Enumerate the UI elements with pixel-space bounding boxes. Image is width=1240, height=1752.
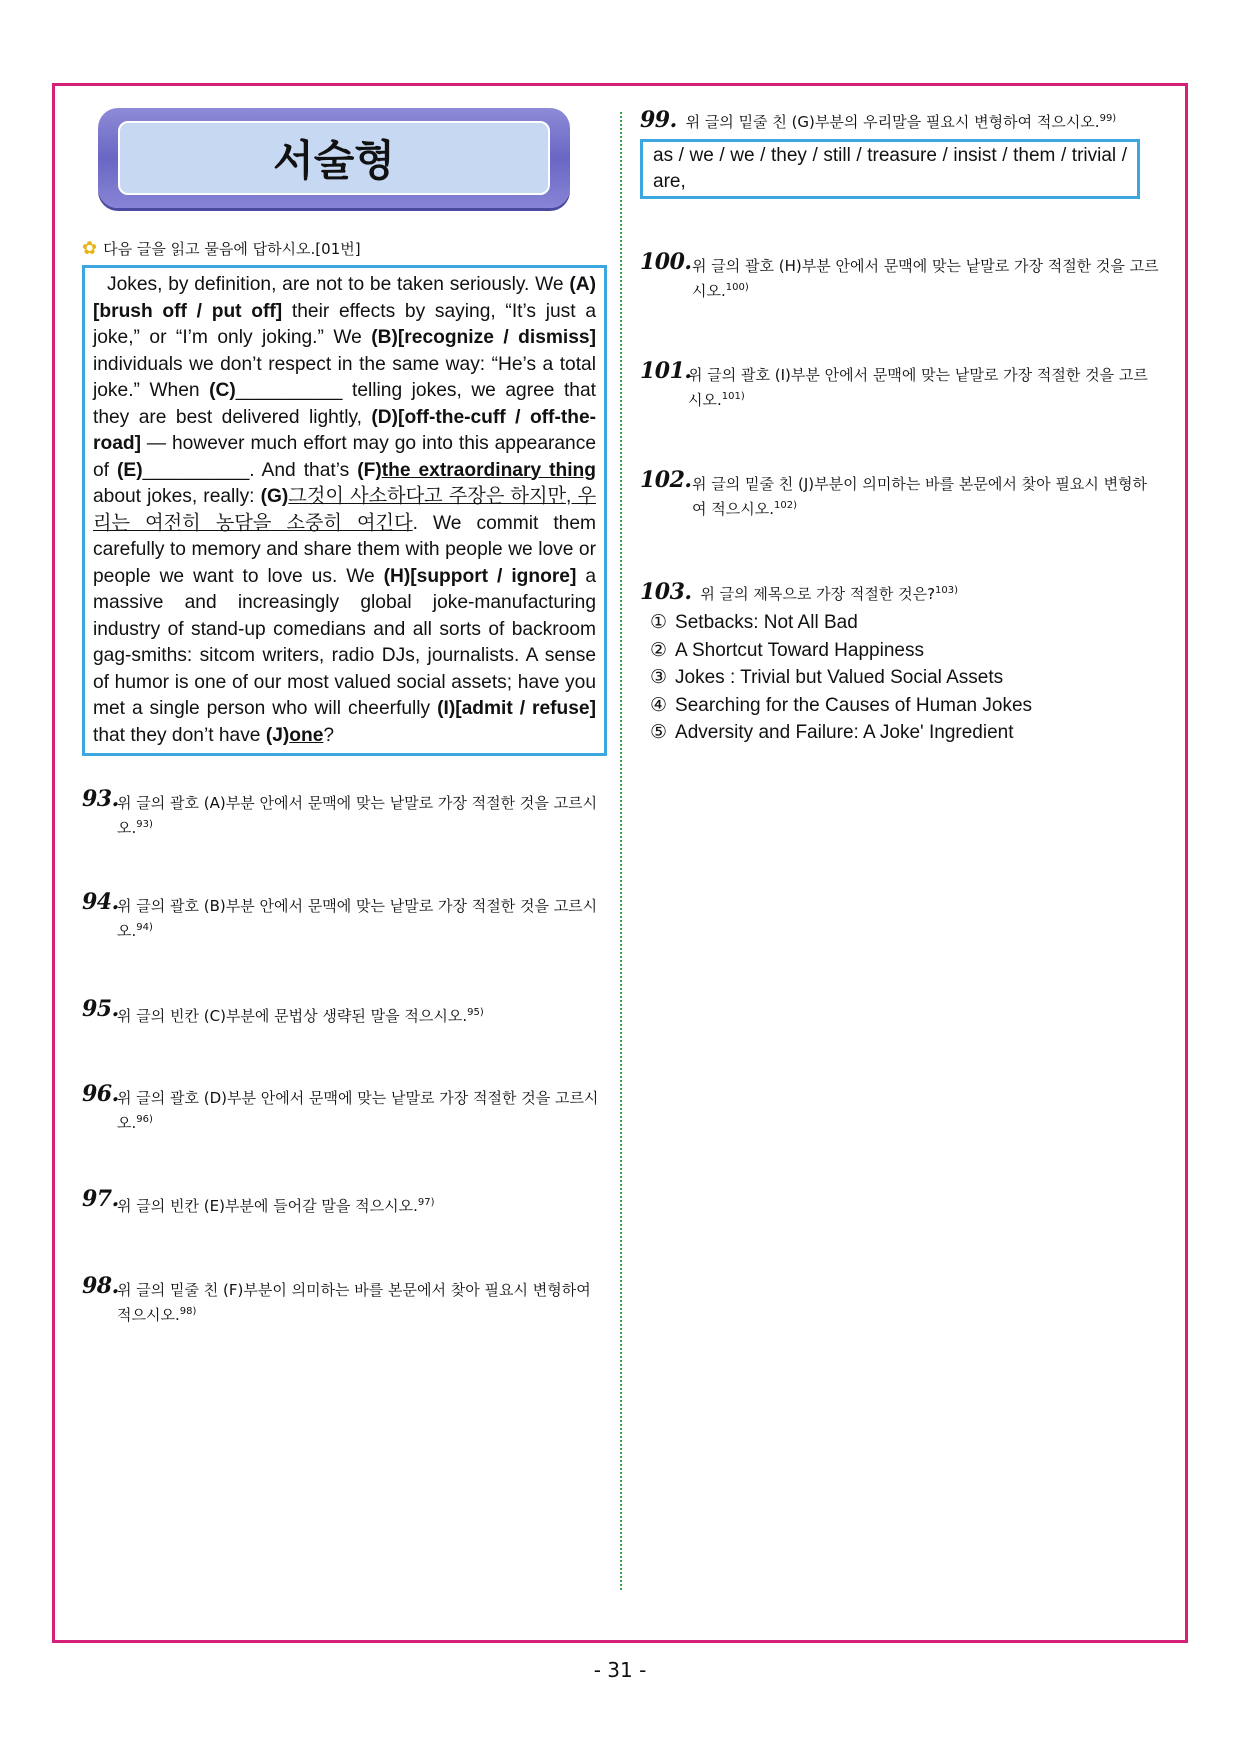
choice-2[interactable] xyxy=(650,637,1160,665)
choice-mark: ① xyxy=(650,612,668,633)
blank-e: __________ xyxy=(142,459,250,481)
option-d: (D)[off-the-cuff / off-the-road] xyxy=(93,406,596,454)
question-text: 위 글의 밑줄 친 (G)부분의 우리말을 필요시 변형하여 적으시오. xyxy=(685,113,1100,131)
passage-text: individuals we don’t respect in the same way: “He’s a total joke.” When xyxy=(93,353,596,401)
word-bank-text: as / we / we / they / still / treasure / insist / them / trivial / are, xyxy=(653,145,1127,192)
choice-5[interactable] xyxy=(650,719,1160,747)
question-103 xyxy=(640,580,1160,605)
option-b: (B)[recognize / dismiss] xyxy=(371,327,596,348)
choice-text: A Shortcut Toward Happiness xyxy=(675,639,924,661)
footnote-ref: 102) xyxy=(774,500,797,511)
footnote-ref: 98) xyxy=(179,1306,197,1317)
question-number: 98. xyxy=(82,1273,119,1299)
question-97 xyxy=(82,1186,607,1217)
passage-text: about jokes, really: xyxy=(93,486,261,507)
question-text: 위 글의 괄호 (D)부분 안에서 문맥에 맞는 낱말로 가장 적절한 것을 고르시오. xyxy=(117,1089,599,1132)
option-h: (H)[support / ignore] xyxy=(383,565,577,587)
question-102 xyxy=(640,467,1160,520)
question-text: 위 글의 제목으로 가장 적절한 것은? xyxy=(700,585,936,603)
footnote-ref: 94) xyxy=(136,922,153,933)
passage-text: a massive and increasingly global joke-manufacturing industry of stand-up comedians and all sorts of backroom gag-smiths: sitcom writers, radio DJs, journalists. A sense of humor is one of our most valued social assets; have you met a single person who will cheerfully xyxy=(93,565,596,719)
passage-text: ? xyxy=(323,724,335,746)
question-text: 위 글의 괄호 (I)부분 안에서 문맥에 맞는 낱말로 가장 적절한 것을 고르시오. xyxy=(688,366,1148,409)
underline-j-label: (J) xyxy=(265,724,290,746)
choice-mark: ② xyxy=(650,639,668,661)
choice-mark: ⑤ xyxy=(650,722,668,743)
question-number: 99. xyxy=(640,107,677,133)
choice-text: Setbacks: Not All Bad xyxy=(675,612,858,633)
choice-text: Adversity and Failure: A Joke' Ingredient xyxy=(675,722,1014,743)
question-93 xyxy=(82,786,607,839)
choice-4[interactable] xyxy=(650,692,1160,720)
footnote-ref: 95) xyxy=(467,1007,484,1018)
column-divider xyxy=(620,112,622,1590)
question-99 xyxy=(640,108,1160,133)
underline-f: the extraordinary thing xyxy=(381,459,596,481)
question-number: 95. xyxy=(82,996,119,1022)
footnote-ref: 97) xyxy=(417,1197,435,1208)
underline-f-label: (F) xyxy=(357,459,382,481)
question-text: 위 글의 밑줄 친 (F)부분이 의미하는 바를 본문에서 찾아 필요시 변형하여 적으시오. xyxy=(117,1281,591,1324)
question-number: 93. xyxy=(82,786,119,812)
section-title-banner xyxy=(98,108,570,208)
footnote-ref: 93) xyxy=(136,819,153,830)
question-text: 위 글의 괄호 (B)부분 안에서 문맥에 맞는 낱말로 가장 적절한 것을 고르시오. xyxy=(117,897,598,940)
flower-icon: ✿ xyxy=(82,238,98,259)
question-number: 101. xyxy=(640,358,692,384)
option-i: (I)[admit / refuse] xyxy=(437,698,596,719)
question-number: 103. xyxy=(640,579,692,605)
passage-text: . And that’s xyxy=(249,459,358,481)
page-number: - 31 - xyxy=(593,1658,647,1682)
question-94 xyxy=(82,889,607,942)
question-number: 96. xyxy=(82,1081,119,1107)
footnote-ref: 101) xyxy=(721,391,745,402)
blank-c-label: (C) xyxy=(209,380,236,401)
underline-g-label: (G) xyxy=(260,486,289,507)
question-98 xyxy=(82,1273,607,1326)
passage-text: Jokes, by definition, are not to be taken seriously. We xyxy=(107,274,570,295)
choice-mark: ④ xyxy=(650,694,668,716)
blank-e-label: (E) xyxy=(117,459,143,481)
question-text: 위 글의 괄호 (H)부분 안에서 문맥에 맞는 낱말로 가장 적절한 것을 고르시오. xyxy=(692,257,1159,300)
question-number: 102. xyxy=(640,467,692,493)
question-text: 위 글의 괄호 (A)부분 안에서 문맥에 맞는 낱말로 가장 적절한 것을 고르시오. xyxy=(117,794,598,837)
question-95 xyxy=(82,996,607,1027)
question-100 xyxy=(640,249,1160,302)
left-column xyxy=(82,108,607,1326)
reading-passage xyxy=(82,265,607,756)
choice-text: Jokes : Trivial but Valued Social Assets xyxy=(675,667,1004,688)
choice-text: Searching for the Causes of Human Jokes xyxy=(675,694,1033,716)
answer-choices xyxy=(640,609,1160,747)
passage-text: that they don’t have xyxy=(93,724,266,746)
question-number: 97. xyxy=(82,1186,119,1212)
choice-mark: ③ xyxy=(650,667,668,688)
question-number: 100. xyxy=(640,249,692,275)
question-96 xyxy=(82,1081,607,1134)
option-a: (A)[brush off / put off] xyxy=(93,274,596,322)
word-bank-box xyxy=(640,139,1140,199)
section-title: 서술형 xyxy=(118,121,550,195)
question-text: 위 글의 빈칸 (E)부분에 들어갈 말을 적으시오. xyxy=(117,1197,418,1215)
question-101 xyxy=(640,358,1160,411)
footnote-ref: 103) xyxy=(935,585,959,596)
right-column xyxy=(640,108,1160,747)
question-text: 위 글의 밑줄 친 (J)부분이 의미하는 바를 본문에서 찾아 필요시 변형하여 적으시오. xyxy=(692,475,1148,518)
question-number: 94. xyxy=(82,889,119,915)
blank-c: __________ xyxy=(235,380,343,401)
choice-1[interactable] xyxy=(650,609,1160,637)
underline-j: one xyxy=(289,724,324,746)
passage-text: . We commit them carefully to memory and share them with people we love or people we want to love us. We xyxy=(93,512,596,587)
underline-g: 그것이 사소하다고 주장은 하지만, 우리는 여전히 농담을 소중히 여긴다 xyxy=(93,486,596,534)
passage-text: telling jokes, we agree that they are best delivered lightly, xyxy=(93,380,596,428)
footnote-ref: 96) xyxy=(136,1114,153,1125)
footnote-ref: 99) xyxy=(1099,113,1117,124)
passage-text: their effects by saying, “It’s just a joke,” or “I’m only joking.” We xyxy=(93,300,596,348)
instruction xyxy=(82,238,607,259)
choice-3[interactable] xyxy=(650,664,1160,692)
passage-text: — however much effort may go into this appearance of xyxy=(93,433,596,481)
instruction-text: 다음 글을 읽고 물음에 답하시오.[01번] xyxy=(103,240,361,258)
footnote-ref: 100) xyxy=(725,282,749,293)
question-text: 위 글의 빈칸 (C)부분에 문법상 생략된 말을 적으시오. xyxy=(117,1007,468,1025)
